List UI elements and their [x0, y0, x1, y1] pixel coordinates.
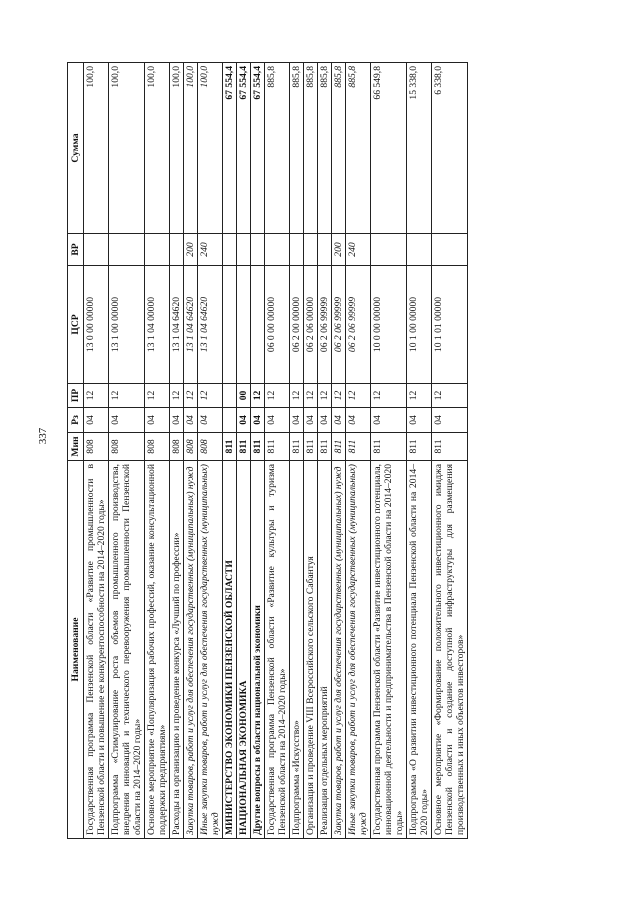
cell-vr: 200 [332, 234, 346, 266]
cell-min: 808 [198, 433, 223, 461]
table-row [184, 63, 198, 839]
cell-pr: 12 [432, 384, 468, 408]
cell-rz: 04 [332, 408, 346, 433]
col-header-rz: Рз [68, 408, 84, 433]
cell-sum: 67 554,4 [223, 63, 237, 234]
cell-rz: 04 [318, 408, 332, 433]
cell-vr [290, 234, 304, 266]
cell-vr [145, 234, 170, 266]
cell-vr [407, 234, 432, 266]
table-row [304, 63, 318, 839]
table-row [109, 63, 145, 839]
cell-pr: 12 [109, 384, 145, 408]
table-row [170, 63, 184, 839]
cell-sum: 885,8 [332, 63, 346, 234]
cell-vr [223, 234, 237, 266]
cell-sum: 67 554,4 [237, 63, 251, 234]
cell-sum: 66 549,8 [371, 63, 407, 234]
cell-min: 811 [223, 433, 237, 461]
table-row [223, 63, 237, 839]
cell-vr [432, 234, 468, 266]
cell-name: Реализация отдельных мероприятий [318, 461, 332, 839]
cell-rz: 04 [184, 408, 198, 433]
cell-sum: 100,0 [84, 63, 109, 234]
cell-rz [223, 408, 237, 433]
col-header-name: Наименование [68, 461, 84, 839]
cell-csr: 06 2 06 99999 [318, 266, 332, 384]
table-row [318, 63, 332, 839]
cell-min: 808 [184, 433, 198, 461]
cell-sum: 6 338,0 [432, 63, 468, 234]
cell-pr: 12 [145, 384, 170, 408]
table-row [346, 63, 371, 839]
col-header-min: Мин [68, 433, 84, 461]
cell-csr: 13 1 04 64620 [198, 266, 223, 384]
cell-name: Подпрограмма «Стимулирование роста объемов промышленного производства, внедрения инноваций и технического перевооружения промышленности Пензенской области на 2014–2020 годы» [109, 461, 145, 839]
cell-min: 811 [371, 433, 407, 461]
cell-vr [251, 234, 265, 266]
cell-sum: 67 554,4 [251, 63, 265, 234]
col-header-pr: ПР [68, 384, 84, 408]
cell-min: 811 [251, 433, 265, 461]
cell-min: 808 [84, 433, 109, 461]
cell-rz: 04 [346, 408, 371, 433]
table-row [432, 63, 468, 839]
cell-pr: 12 [407, 384, 432, 408]
cell-min: 808 [109, 433, 145, 461]
table-row [145, 63, 170, 839]
col-header-csr: ЦСР [68, 266, 84, 384]
cell-vr [371, 234, 407, 266]
table-header-row [68, 63, 84, 839]
cell-csr: 06 2 06 99999 [332, 266, 346, 384]
cell-vr: 200 [184, 234, 198, 266]
cell-pr [223, 384, 237, 408]
cell-vr: 240 [346, 234, 371, 266]
cell-pr: 12 [332, 384, 346, 408]
cell-csr: 06 0 00 00000 [265, 266, 290, 384]
cell-name: Основное мероприятие «Популяризация рабочих профессий, оказание консультационной поддержки предприятиям» [145, 461, 170, 839]
table-body [84, 63, 468, 839]
cell-csr: 06 2 06 00000 [304, 266, 318, 384]
cell-vr [237, 234, 251, 266]
cell-name: Закупка товаров, работ и услуг для обеспечения государственных (муниципальных) нужд [184, 461, 198, 839]
table-row [237, 63, 251, 839]
cell-rz: 04 [109, 408, 145, 433]
cell-min: 811 [290, 433, 304, 461]
cell-rz: 04 [304, 408, 318, 433]
col-header-sum: Сумма [68, 63, 84, 234]
cell-csr: 10 0 00 00000 [371, 266, 407, 384]
cell-name: Иные закупки товаров, работ и услуг для обеспечения государственных (муниципальных) нужд [346, 461, 371, 839]
table-row [371, 63, 407, 839]
cell-rz: 04 [84, 408, 109, 433]
cell-pr: 12 [198, 384, 223, 408]
cell-csr: 13 1 04 64620 [170, 266, 184, 384]
cell-sum: 100,0 [184, 63, 198, 234]
cell-min: 811 [346, 433, 371, 461]
cell-sum: 15 338,0 [407, 63, 432, 234]
cell-vr [170, 234, 184, 266]
cell-name: Организация и проведение VIII Всероссийского сельского Сабантуя [304, 461, 318, 839]
cell-rz: 04 [265, 408, 290, 433]
cell-min: 808 [170, 433, 184, 461]
cell-csr [237, 266, 251, 384]
cell-sum: 100,0 [109, 63, 145, 234]
cell-min: 808 [145, 433, 170, 461]
budget-table [67, 62, 468, 839]
cell-name: МИНИСТЕРСТВО ЭКОНОМИКИ ПЕНЗЕНСКОЙ ОБЛАСТИ [223, 461, 237, 839]
cell-pr: 12 [318, 384, 332, 408]
cell-pr: 00 [237, 384, 251, 408]
cell-name: Государственная программа Пензенской области «Развитие культуры и туризма Пензенской области на 2014–2020 годы» [265, 461, 290, 839]
table-row [265, 63, 290, 839]
cell-name: Основное мероприятие «Формирование положительного инвестиционного имиджа Пензенской области и создание доступной инфраструктуры для размещения производственных и иных объектов инвесторов» [432, 461, 468, 839]
cell-min: 811 [332, 433, 346, 461]
cell-csr: 06 2 00 00000 [290, 266, 304, 384]
cell-rz: 04 [290, 408, 304, 433]
cell-min: 811 [318, 433, 332, 461]
cell-name: Государственная программа Пензенской области «Развитие промышленности в Пензенской области и повышение ее конкурентоспособности на 2014–2020 годы» [84, 461, 109, 839]
cell-rz: 04 [198, 408, 223, 433]
table-row [251, 63, 265, 839]
cell-csr: 06 2 06 99999 [346, 266, 371, 384]
cell-sum: 885,8 [346, 63, 371, 234]
cell-sum: 100,0 [170, 63, 184, 234]
cell-vr [109, 234, 145, 266]
cell-vr: 240 [198, 234, 223, 266]
cell-min: 811 [407, 433, 432, 461]
cell-pr: 12 [346, 384, 371, 408]
cell-vr [84, 234, 109, 266]
cell-pr: 12 [304, 384, 318, 408]
col-header-vr: ВР [68, 234, 84, 266]
table-row [198, 63, 223, 839]
cell-rz: 04 [237, 408, 251, 433]
table-row [332, 63, 346, 839]
cell-csr: 13 1 04 64620 [184, 266, 198, 384]
cell-rz: 04 [432, 408, 468, 433]
page-number: 337 [37, 427, 49, 445]
cell-pr: 12 [265, 384, 290, 408]
cell-csr: 13 1 04 00000 [145, 266, 170, 384]
cell-csr: 10 1 01 00000 [432, 266, 468, 384]
cell-name: Закупка товаров, работ и услуг для обеспечения государственных (муниципальных) нужд [332, 461, 346, 839]
cell-sum: 100,0 [198, 63, 223, 234]
cell-sum: 885,8 [304, 63, 318, 234]
cell-name: Иные закупки товаров, работ и услуг для обеспечения государственных (муниципальных) нужд [198, 461, 223, 839]
cell-min: 811 [237, 433, 251, 461]
cell-name: Расходы на организацию и проведение конкурса «Лучший по профессии» [170, 461, 184, 839]
cell-sum: 885,8 [265, 63, 290, 234]
cell-pr: 12 [184, 384, 198, 408]
cell-csr [251, 266, 265, 384]
table-row [290, 63, 304, 839]
cell-pr: 12 [84, 384, 109, 408]
cell-rz: 04 [145, 408, 170, 433]
cell-vr [304, 234, 318, 266]
cell-pr: 12 [170, 384, 184, 408]
cell-rz: 04 [371, 408, 407, 433]
cell-name: НАЦИОНАЛЬНАЯ ЭКОНОМИКА [237, 461, 251, 839]
cell-sum: 885,8 [318, 63, 332, 234]
cell-vr [318, 234, 332, 266]
cell-rz: 04 [407, 408, 432, 433]
cell-pr: 12 [371, 384, 407, 408]
cell-csr: 13 1 00 00000 [109, 266, 145, 384]
cell-vr [265, 234, 290, 266]
cell-csr [223, 266, 237, 384]
table-row [84, 63, 109, 839]
cell-name: Подпрограмма «О развитии инвестиционного потенциала Пензенской области на 2014–2020 годы» [407, 461, 432, 839]
table-row [407, 63, 432, 839]
cell-pr: 12 [290, 384, 304, 408]
cell-rz: 04 [170, 408, 184, 433]
cell-rz: 04 [251, 408, 265, 433]
cell-sum: 885,8 [290, 63, 304, 234]
cell-csr: 10 1 00 00000 [407, 266, 432, 384]
cell-min: 811 [304, 433, 318, 461]
cell-pr: 12 [251, 384, 265, 408]
cell-min: 811 [265, 433, 290, 461]
cell-min: 811 [432, 433, 468, 461]
cell-sum: 100,0 [145, 63, 170, 234]
cell-name: Подпрограмма «Искусство» [290, 461, 304, 839]
budget-table-container [67, 63, 607, 839]
cell-csr: 13 0 00 00000 [84, 266, 109, 384]
cell-name: Другие вопросы в области национальной экономики [251, 461, 265, 839]
cell-name: Государственная программа Пензенской области «Развитие инвестиционного потенциала, инновационной деятельности и предпринимательства в Пензенской области на 2014–2020 годы» [371, 461, 407, 839]
